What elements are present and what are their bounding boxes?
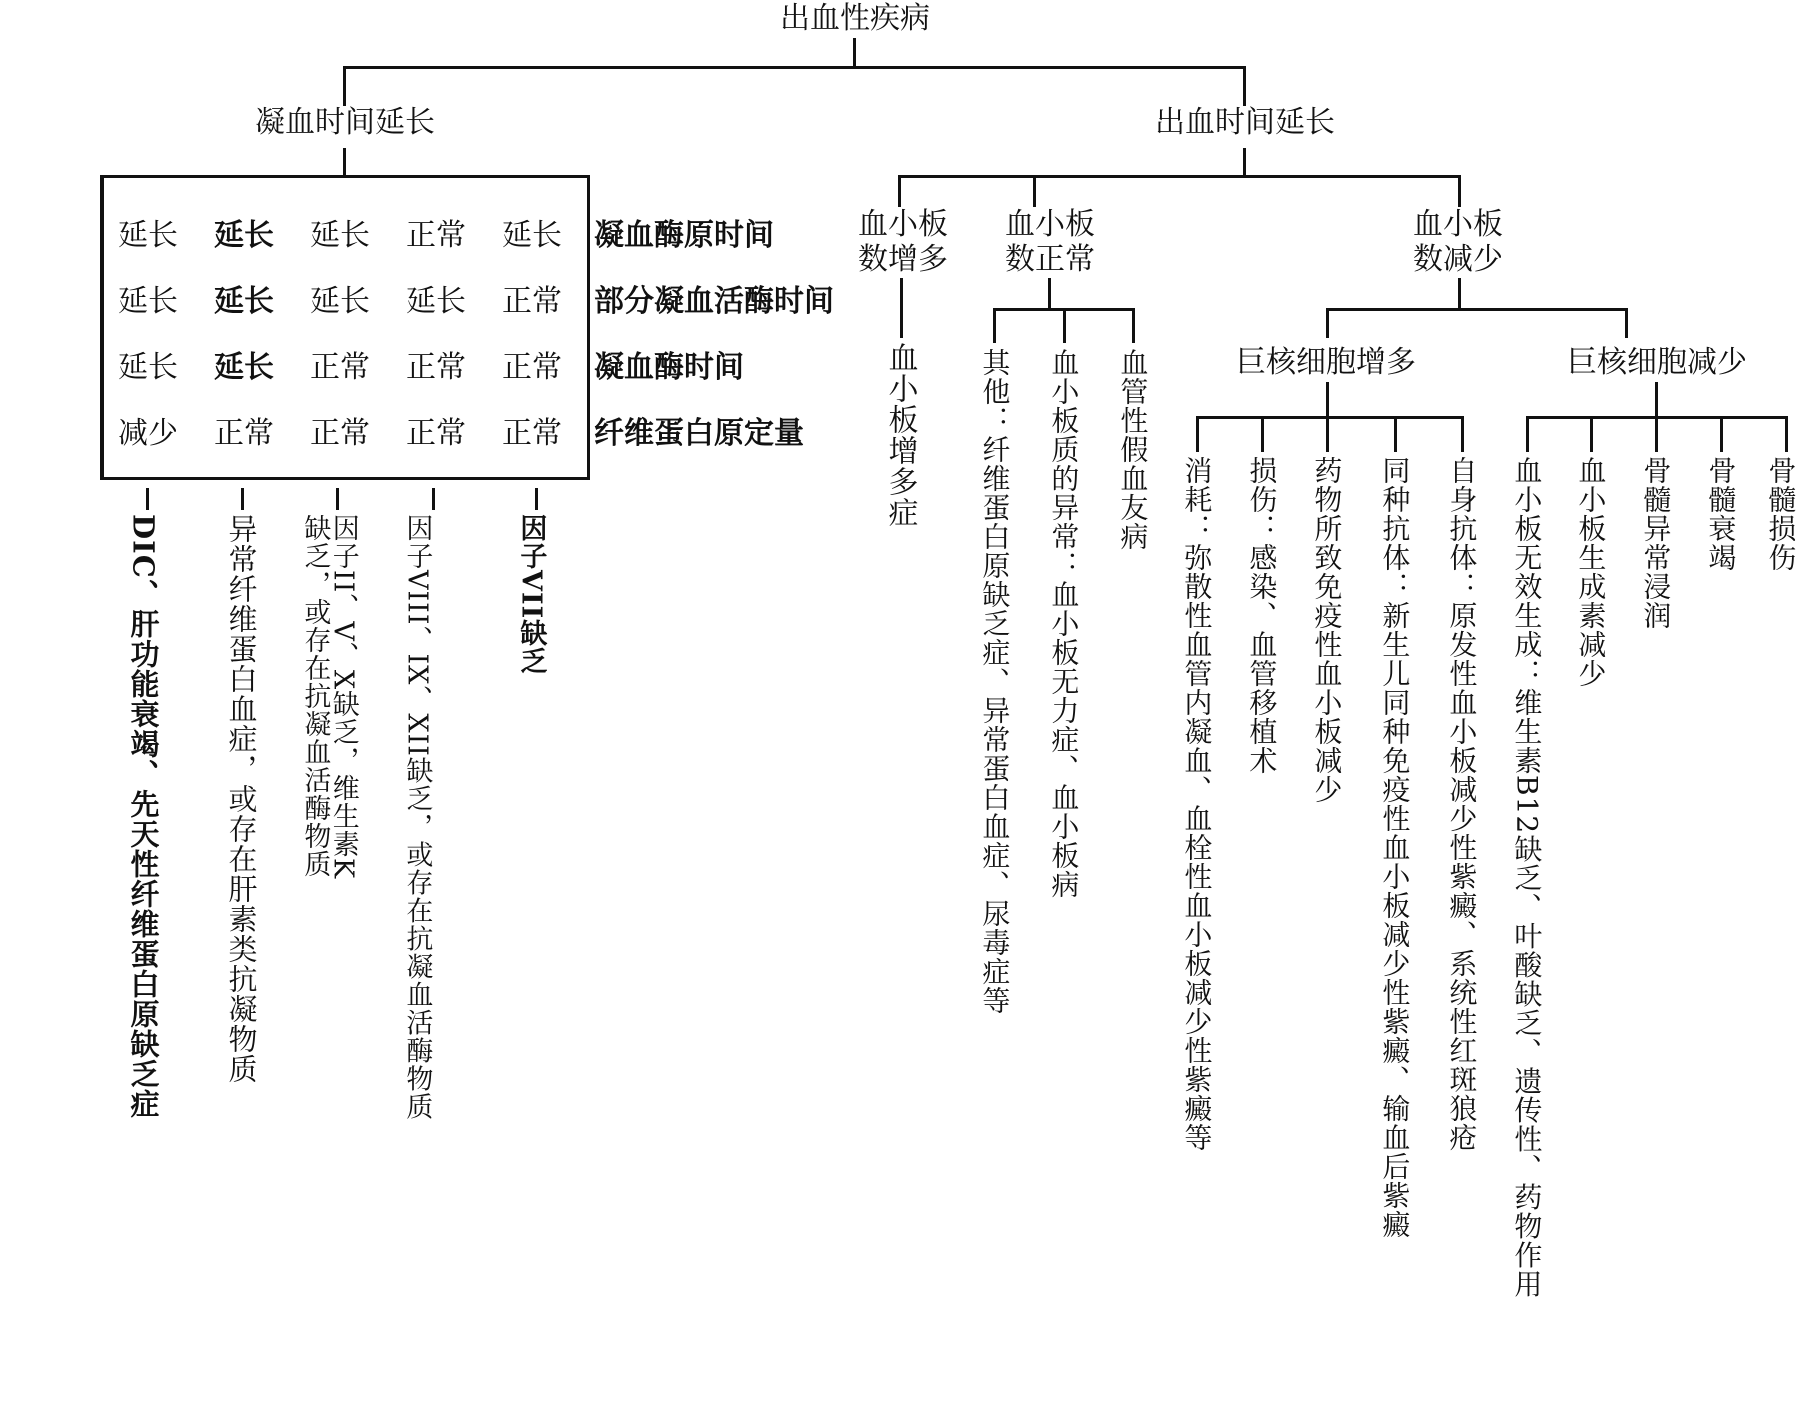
root-title: 出血性疾病	[780, 1, 930, 36]
connector	[343, 66, 346, 106]
marrow-infiltration: 骨髓异常浸润	[1639, 456, 1673, 630]
table-cell: 正常	[406, 218, 466, 253]
reduced-thrombopoietin: 血小板生成素减少	[1574, 456, 1608, 688]
table-cell: 正常	[406, 350, 466, 385]
von-willebrand-disease: 血管性假血友病	[1116, 348, 1150, 551]
connector	[1326, 308, 1628, 311]
platelet-normal-label: 血小板数正常	[1005, 207, 1095, 277]
connector	[1196, 416, 1464, 419]
connector	[898, 175, 901, 207]
drug-immune-thrombocytopenia: 药物所致免疫性血小板减少	[1310, 456, 1344, 804]
connector	[1243, 66, 1246, 106]
outcome-dic: DIC、肝功能衰竭、先天性纤维蛋白原缺乏症	[126, 514, 161, 1119]
platelet-increased-title	[848, 208, 958, 277]
connector	[535, 488, 538, 510]
connector	[1243, 148, 1246, 176]
connector	[1033, 175, 1036, 207]
autoantibody: 自身抗体：原发性血小板减少性紫癜、系统性红斑狼疮	[1445, 456, 1479, 1152]
table-cell: 延长	[118, 284, 178, 319]
connector	[900, 278, 903, 338]
connector	[241, 488, 244, 510]
table-cell: 正常	[214, 416, 274, 451]
connector	[1196, 416, 1199, 452]
table-frame	[100, 477, 590, 480]
connector	[432, 488, 435, 510]
outcome-dysfibrinogenemia: 异常纤维蛋白血症，或存在肝素类抗凝物质	[224, 514, 259, 1084]
outcome-factor-7: 因子VII缺乏	[515, 514, 547, 676]
outcome-factor-2-5-10: 因子II、V、X缺乏，维生素K缺乏，或存在抗凝血活酶物质	[299, 514, 359, 880]
table-row-label: 凝血酶时间	[594, 350, 744, 385]
connector	[1526, 416, 1529, 452]
connector	[1625, 308, 1628, 338]
connector	[343, 66, 1246, 69]
table-cell: 延长	[502, 218, 562, 253]
connector	[1261, 416, 1264, 452]
connector	[1132, 308, 1135, 343]
table-row-label: 纤维蛋白原定量	[594, 416, 804, 451]
megakaryocyte-increased-title: 巨核细胞增多	[1236, 345, 1416, 380]
connector	[100, 175, 590, 178]
connector	[146, 488, 149, 510]
marrow-failure: 骨髓衰竭	[1704, 456, 1738, 572]
connector	[1720, 416, 1723, 452]
table-row-label: 凝血酶原时间	[594, 218, 774, 253]
other-causes: 其他：纤维蛋白原缺乏症、异常蛋白血症、尿毒症等	[978, 348, 1012, 1015]
table-cell: 减少	[118, 416, 178, 451]
marrow-injury: 骨髓损伤	[1764, 456, 1798, 572]
connector	[1326, 416, 1329, 452]
connector	[1785, 416, 1788, 452]
bleeding-time-prolonged-title: 出血时间延长	[1155, 105, 1335, 140]
table-row-label: 部分凝血活酶时间	[594, 284, 834, 319]
connector	[343, 148, 346, 176]
connector	[1063, 308, 1066, 343]
table-frame	[587, 175, 590, 480]
platelet-normal-title	[995, 208, 1105, 277]
table-cell: 正常	[502, 416, 562, 451]
table-cell: 正常	[310, 416, 370, 451]
platelet-increased-label: 血小板数增多	[858, 207, 948, 277]
connector	[1326, 308, 1329, 338]
clotting-time-prolonged-title: 凝血时间延长	[255, 105, 435, 140]
megakaryocyte-decreased-title: 巨核细胞减少	[1567, 345, 1747, 380]
ineffective-thrombopoiesis: 血小板无效生成：维生素B12缺乏、叶酸缺乏、遗传性、药物作用	[1510, 456, 1544, 1299]
table-cell: 延长	[214, 350, 274, 385]
connector	[1048, 278, 1051, 308]
connector	[993, 308, 996, 343]
thrombocytosis: 血小板增多症	[882, 342, 918, 528]
table-cell: 延长	[310, 284, 370, 319]
platelet-decreased-title	[1403, 208, 1513, 277]
table-cell: 延长	[406, 284, 466, 319]
alloantibody: 同种抗体：新生儿同种免疫性血小板减少性紫癜、输血后紫癜	[1378, 456, 1412, 1239]
platelet-decreased-label: 血小板数减少	[1413, 207, 1503, 277]
table-cell: 延长	[118, 350, 178, 385]
qualitative-platelet-defect: 血小板质的异常：血小板无力症、血小板病	[1047, 348, 1081, 899]
table-cell: 延长	[214, 218, 274, 253]
table-cell: 延长	[310, 218, 370, 253]
connector	[1590, 416, 1593, 452]
outcome-factor-8-9-12: 因子VIII、IX、XII缺乏，或存在抗凝血活酶物质	[401, 514, 433, 1121]
connector	[853, 38, 856, 66]
consumption: 消耗：弥散性血管内凝血、血栓性血小板减少性紫癜等	[1180, 456, 1214, 1152]
connector	[336, 488, 339, 510]
connector	[1655, 416, 1658, 452]
injury: 损伤：感染、血管移植术	[1245, 456, 1279, 775]
table-cell: 延长	[214, 284, 274, 319]
table-cell: 正常	[406, 416, 466, 451]
table-cell: 正常	[502, 284, 562, 319]
connector	[1458, 278, 1461, 308]
connector	[898, 175, 1461, 178]
connector	[1394, 416, 1397, 452]
connector	[1461, 416, 1464, 452]
table-cell: 延长	[118, 218, 178, 253]
connector	[1655, 382, 1658, 417]
connector	[1326, 382, 1329, 417]
table-cell: 正常	[310, 350, 370, 385]
table-cell: 正常	[502, 350, 562, 385]
connector	[1458, 175, 1461, 207]
